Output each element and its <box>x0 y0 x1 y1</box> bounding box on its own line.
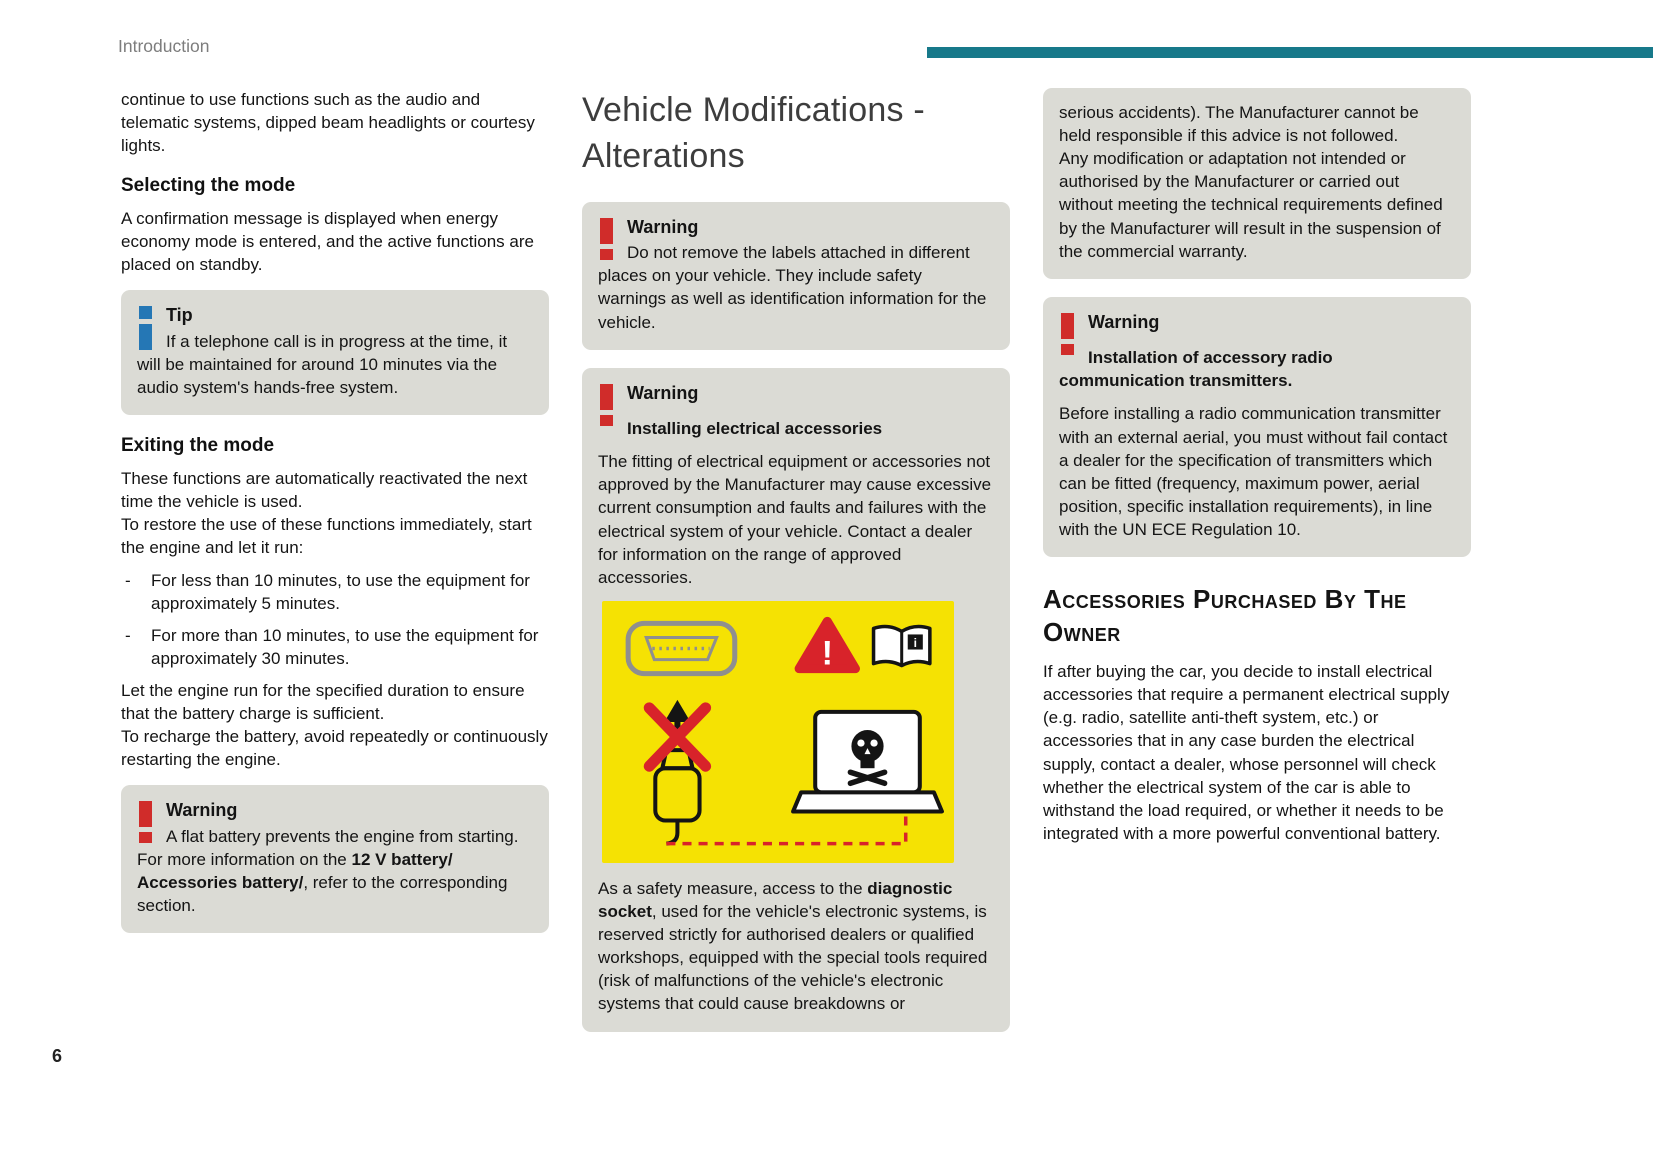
tip-title: Tip <box>166 305 193 326</box>
section-title: Vehicle Modifications - Alterations <box>582 91 925 175</box>
selecting-mode-text: A confirmation message is displayed when energy economy mode is entered, and the active functions are placed on standby. <box>121 209 534 275</box>
diagnostic-socket-icon <box>628 623 735 673</box>
text-run-bold: diagnostic socket <box>598 878 953 922</box>
info-icon <box>139 306 152 350</box>
running-header: Introduction <box>118 36 210 56</box>
labels-warning-box <box>582 202 1010 350</box>
text-run: , used for the vehicle's electronic systems, is reserved strictly for authorised dealers or qualified workshops, equipped with the special tools required (risk of malfunctions of the vehicle's electronic systems that could cause breakdowns or <box>598 902 988 1014</box>
warning-icon <box>600 384 613 426</box>
warning-icon <box>139 801 152 843</box>
warning-triangle-icon <box>799 621 855 672</box>
warning-title: Warning <box>627 216 699 237</box>
radio-warning-body: Before installing a radio communication transmitter with an external aerial, you must without fail contact a dealer for the specification of transmitters which can be fitted (frequency, maximum power, aerial position, specific installation requirements), in line with the UN ECE Regulation 10. <box>1059 404 1448 539</box>
manual-book-icon <box>874 626 930 665</box>
column-middle <box>582 88 1010 1050</box>
content-columns <box>121 88 1473 1050</box>
tip-body: If a telephone call is in progress at the time, it will be maintained for around 10 minutes via the audio system's hands-free system. <box>137 331 508 398</box>
no-diagnostic-plug-icon <box>649 700 705 844</box>
column-left <box>121 88 549 951</box>
electrical-warning-subtitle: Installing electrical accessories <box>627 419 883 439</box>
exiting-mode-heading: Exiting the mode <box>121 435 275 457</box>
diagnostic-figure-svg <box>602 601 954 863</box>
electrical-warning-safety-text <box>598 877 994 1016</box>
battery-warning-box <box>121 785 549 933</box>
diagnostic-socket-figure <box>602 601 954 863</box>
radio-warning-subtitle: Installation of accessory radio communication transmitters. <box>1059 348 1333 391</box>
list-item-text: For less than 10 minutes, to use the equipment for approximately 5 minutes. <box>151 570 530 613</box>
laptop-skull-icon <box>793 712 942 812</box>
engine-text-2: To recharge the battery, avoid repeatedly or continuously restarting the engine. <box>121 727 548 770</box>
text-run: As a safety measure, access to the <box>598 878 868 898</box>
warning-title: Warning <box>166 800 238 821</box>
list-item <box>121 624 549 670</box>
list-item-text: For more than 10 minutes, to use the equipment for approximately 30 minutes. <box>151 625 539 668</box>
engine-text-1: Let the engine run for the specified duration to ensure that the battery charge is sufficient. <box>121 680 525 724</box>
text-run-bold: 12 V battery/ Accessories battery/ <box>137 850 453 893</box>
electrical-warning-continued-2: Any modification or adaptation not intended or authorised by the Manufacturer or carried out without meeting the technical requirements defined by the Manufacturer will result in the suspension of the commercial warranty. <box>1059 149 1443 261</box>
text-run: , refer to the corresponding section. <box>137 873 508 916</box>
text-run: For more information on the <box>137 850 352 869</box>
tip-box <box>121 290 549 415</box>
accessories-heading: Accessories Purchased By The Owner <box>1043 584 1407 647</box>
book-info-mark: i <box>913 635 917 650</box>
labels-warning-body: Do not remove the labels attached in different places on your vehicle. They include safety warnings as well as identification information for the vehicle. <box>598 243 987 332</box>
electrical-warning-continued-box <box>1043 88 1471 279</box>
warning-icon <box>1061 313 1074 355</box>
electrical-warning-continued-1: serious accidents). The Manufacturer cannot be held responsible if this advice is not followed. <box>1059 103 1419 146</box>
selecting-mode-heading: Selecting the mode <box>121 175 296 197</box>
electrical-warning-body: The fitting of electrical equipment or accessories not approved by the Manufacturer may cause excessive current consumption and faults and failures with the electrical system of your vehicle. Contact a dealer for information on the range of approved accessories. <box>598 452 992 587</box>
intro-paragraph: continue to use functions such as the audio and telematic systems, dipped beam headlights or courtesy lights. <box>121 90 535 156</box>
warning-icon <box>600 218 613 260</box>
list-item <box>121 569 549 615</box>
dash-bullet: - <box>125 570 131 590</box>
warning-title: Warning <box>1088 311 1160 332</box>
radio-warning-box <box>1043 297 1471 557</box>
accessories-text: If after buying the car, you decide to install electrical accessories that require a permanent electrical supply (e.g. radio, satellite anti-theft system, etc.) or accessories that in any case burden the electrical supply, contact a dealer, whose personnel will check whether the electrical system of the car is able to withstand the load required, or whether it needs to be integrated with a more powerful conventional battery. <box>1043 662 1450 843</box>
warning-title: Warning <box>627 382 699 403</box>
dash-bullet: - <box>125 625 131 645</box>
battery-warning-line1: A flat battery prevents the engine from starting. <box>166 826 519 846</box>
column-right <box>1043 88 1471 845</box>
dashed-connection-line <box>666 815 905 843</box>
triangle-exclamation-mark: ! <box>821 634 833 673</box>
electrical-warning-box <box>582 368 1010 1032</box>
skull-crossbones-icon <box>850 730 884 783</box>
exiting-mode-text-2: To restore the use of these functions immediately, start the engine and let it run: <box>121 515 532 558</box>
header-accent-bar <box>927 47 1653 58</box>
page-number: 6 <box>52 1046 63 1066</box>
battery-warning-line2 <box>137 848 533 917</box>
exiting-mode-text-1: These functions are automatically reactivated the next time the vehicle is used. <box>121 469 528 512</box>
